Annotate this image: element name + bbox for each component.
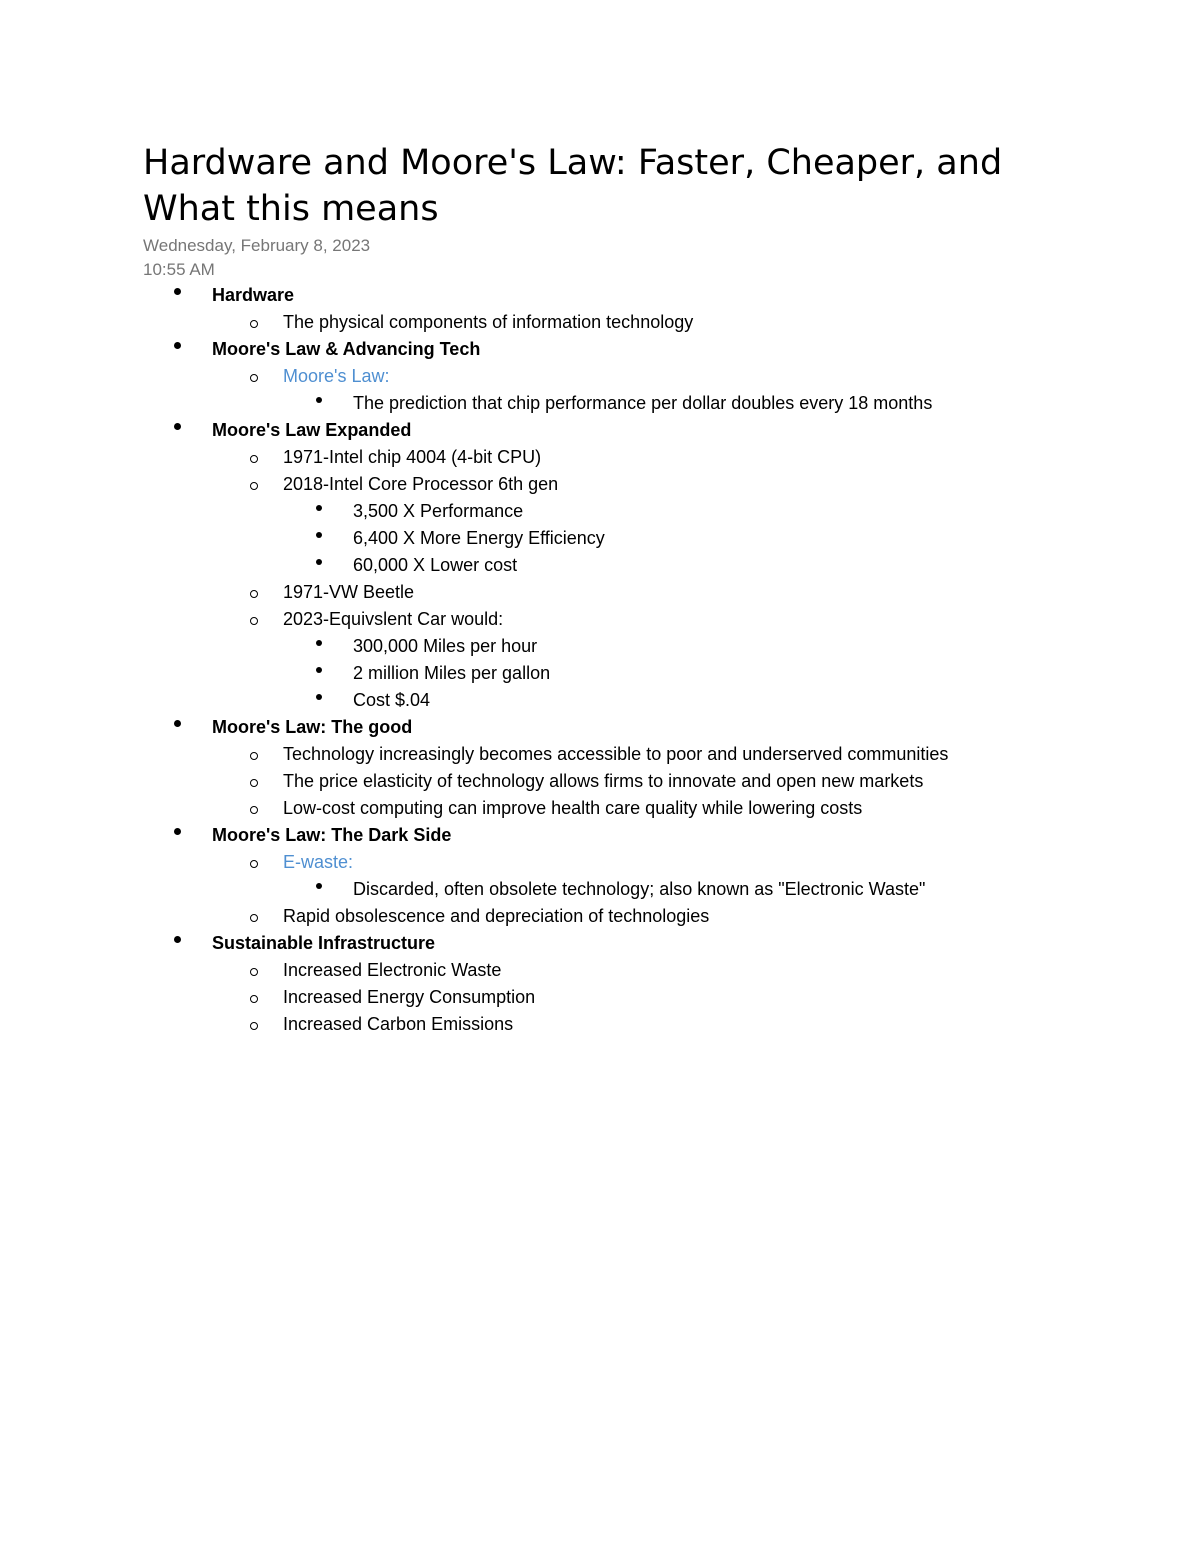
bullet-marker <box>250 309 258 336</box>
outline-item-text: 60,000 X Lower cost <box>353 555 518 575</box>
outline-item-level-2[interactable] <box>0 768 1200 795</box>
outline-item-text: Increased Electronic Waste <box>283 960 502 980</box>
bullet-icon <box>316 397 322 403</box>
bullet-marker <box>174 417 181 444</box>
outline-item-level-2[interactable] <box>0 741 1200 768</box>
outline-item-text: Moore's Law Expanded <box>212 420 412 440</box>
outline-item-level-1[interactable] <box>0 417 1200 444</box>
outline-item-level-3[interactable] <box>0 552 1200 579</box>
bullet-marker <box>250 795 258 822</box>
outline-item-level-2[interactable] <box>0 1011 1200 1038</box>
outline-list <box>0 282 1200 1038</box>
bullet-marker <box>250 903 258 930</box>
bullet-marker <box>250 768 258 795</box>
outline-item-text: Increased Carbon Emissions <box>283 1014 514 1034</box>
outline-item-text: 2023-Equivslent Car would: <box>283 609 504 629</box>
bullet-marker <box>316 633 322 660</box>
bullet-marker <box>174 930 181 957</box>
outline-item-text: Hardware <box>212 285 295 305</box>
outline-item-text: Increased Energy Consumption <box>283 987 536 1007</box>
outline-item-text: Cost $.04 <box>353 690 431 710</box>
bullet-icon <box>316 694 322 700</box>
outline-item-text: 6,400 X More Energy Efficiency <box>353 528 605 548</box>
bullet-icon <box>316 532 322 538</box>
outline-item-level-2[interactable] <box>0 849 1200 876</box>
hollow-bullet-icon <box>250 914 258 922</box>
page-title[interactable]: Hardware and Moore's Law: Faster, Cheaper, and What this means <box>143 143 1003 229</box>
outline-item-text: 3,500 X Performance <box>353 501 524 521</box>
outline-item-level-2[interactable] <box>0 984 1200 1011</box>
bullet-marker <box>316 552 322 579</box>
bullet-icon <box>174 288 181 295</box>
bullet-icon <box>174 423 181 430</box>
bullet-icon <box>316 640 322 646</box>
outline-item-level-3[interactable] <box>0 876 1200 903</box>
bullet-marker <box>174 282 181 309</box>
bullet-icon <box>316 559 322 565</box>
bullet-marker <box>250 849 258 876</box>
hollow-bullet-icon <box>250 779 258 787</box>
outline-item-text: Discarded, often obsolete technology; also known as "Electronic Waste" <box>353 879 926 899</box>
bullet-marker <box>250 471 258 498</box>
outline-item-level-3[interactable] <box>0 525 1200 552</box>
outline-item-text: Rapid obsolescence and depreciation of technologies <box>283 906 710 926</box>
bullet-marker <box>316 687 322 714</box>
bullet-marker <box>250 579 258 606</box>
bullet-marker <box>174 822 181 849</box>
outline-item-level-1[interactable] <box>0 822 1200 849</box>
outline-item-level-2[interactable] <box>0 309 1200 336</box>
outline-item-level-1[interactable] <box>0 714 1200 741</box>
outline-item-level-3[interactable] <box>0 498 1200 525</box>
outline-item-text: 1971-Intel chip 4004 (4-bit CPU) <box>283 447 542 467</box>
hollow-bullet-icon <box>250 455 258 463</box>
outline-item-level-2[interactable] <box>0 363 1200 390</box>
outline-item-text: The prediction that chip performance per dollar doubles every 18 months <box>353 393 933 413</box>
bullet-icon <box>174 828 181 835</box>
outline-item-level-2[interactable] <box>0 957 1200 984</box>
outline-item-level-2[interactable] <box>0 795 1200 822</box>
hollow-bullet-icon <box>250 968 258 976</box>
bullet-icon <box>316 505 322 511</box>
note-date: Wednesday, February 8, 2023 <box>143 236 371 255</box>
bullet-marker <box>250 363 258 390</box>
outline-item-level-3[interactable] <box>0 633 1200 660</box>
bullet-marker <box>316 660 322 687</box>
outline-item-level-2[interactable] <box>0 444 1200 471</box>
outline-item-level-3[interactable] <box>0 660 1200 687</box>
bullet-marker <box>250 984 258 1011</box>
outline-item-level-1[interactable] <box>0 930 1200 957</box>
bullet-marker <box>316 876 322 903</box>
hollow-bullet-icon <box>250 1022 258 1030</box>
outline-item-text: 1971-VW Beetle <box>283 582 415 602</box>
bullet-marker <box>316 390 322 417</box>
outline-item-text: Moore's Law: The good <box>212 717 413 737</box>
outline-item-text: 2018-Intel Core Processor 6th gen <box>283 474 559 494</box>
bullet-marker <box>250 741 258 768</box>
outline-item-text: 300,000 Miles per hour <box>353 636 538 656</box>
bullet-marker <box>250 606 258 633</box>
bullet-icon <box>174 342 181 349</box>
hollow-bullet-icon <box>250 320 258 328</box>
outline-item-text: Technology increasingly becomes accessible to poor and underserved communities <box>283 744 949 764</box>
hollow-bullet-icon <box>250 860 258 868</box>
outline-item-level-3[interactable] <box>0 687 1200 714</box>
outline-item-text: Low-cost computing can improve health care quality while lowering costs <box>283 798 863 818</box>
bullet-marker <box>250 1011 258 1038</box>
hollow-bullet-icon <box>250 617 258 625</box>
outline-item-level-2[interactable] <box>0 606 1200 633</box>
outline-item-text: Moore's Law: The Dark Side <box>212 825 452 845</box>
outline-item-text: Moore's Law & Advancing Tech <box>212 339 481 359</box>
hollow-bullet-icon <box>250 752 258 760</box>
bullet-icon <box>174 936 181 943</box>
bullet-marker <box>174 714 181 741</box>
outline-item-level-1[interactable] <box>0 282 1200 309</box>
bullet-marker <box>250 444 258 471</box>
note-time: 10:55 AM <box>143 260 215 279</box>
hollow-bullet-icon <box>250 374 258 382</box>
outline-item-text: Sustainable Infrastructure <box>212 933 436 953</box>
hollow-bullet-icon <box>250 482 258 490</box>
bullet-marker <box>316 498 322 525</box>
hollow-bullet-icon <box>250 806 258 814</box>
bullet-icon <box>316 667 322 673</box>
bullet-marker <box>174 336 181 363</box>
outline-item-level-1[interactable] <box>0 336 1200 363</box>
outline-item-level-2[interactable] <box>0 471 1200 498</box>
hollow-bullet-icon <box>250 995 258 1003</box>
outline-item-text: 2 million Miles per gallon <box>353 663 551 683</box>
bullet-icon <box>316 883 322 889</box>
outline-item-level-3[interactable] <box>0 390 1200 417</box>
outline-item-level-2[interactable] <box>0 579 1200 606</box>
outline-item-text: The physical components of information technology <box>283 312 694 332</box>
outline-item-text: The price elasticity of technology allows firms to innovate and open new markets <box>283 771 924 791</box>
outline-link-text[interactable]: E-waste: <box>283 852 354 872</box>
outline-item-level-2[interactable] <box>0 903 1200 930</box>
hollow-bullet-icon <box>250 590 258 598</box>
bullet-marker <box>250 957 258 984</box>
bullet-icon <box>174 720 181 727</box>
bullet-marker <box>316 525 322 552</box>
outline-link-text[interactable]: Moore's Law: <box>283 366 390 386</box>
